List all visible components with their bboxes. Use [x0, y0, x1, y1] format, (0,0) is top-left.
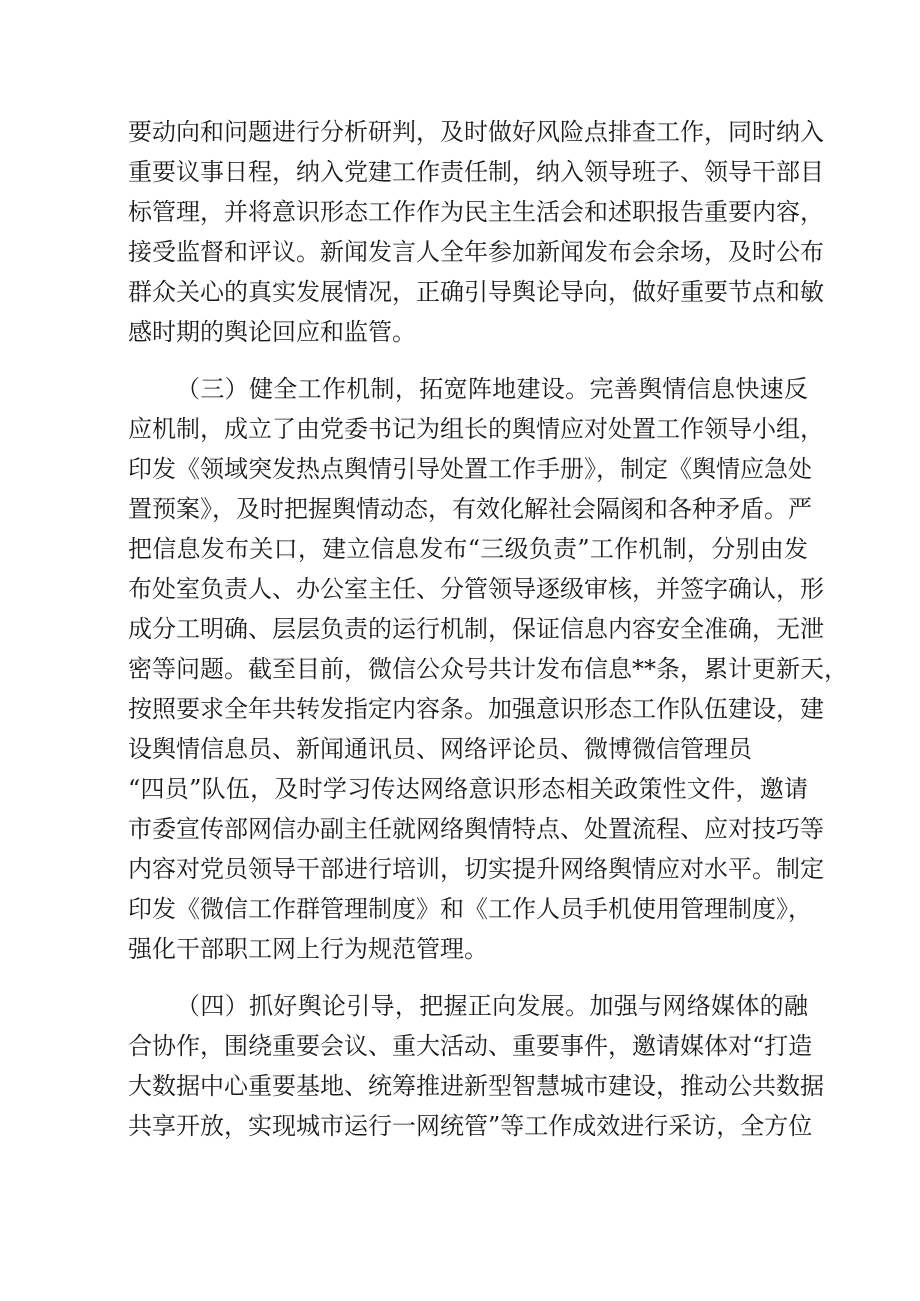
- paragraph-line: 印发《微信工作群管理制度》和《工作人员手机使用管理制度》，: [128, 895, 812, 923]
- paragraph-gap: [128, 352, 808, 369]
- document-body: [128, 112, 848, 1146]
- paragraph-line: 内容对党员领导干部进行培训，切实提升网络舆情应对水平。制定: [128, 855, 824, 883]
- paragraph-2: [128, 369, 848, 969]
- paragraph-line: 合协作，围绕重要会议、重大活动、重要事件，邀请媒体对“打造: [128, 1032, 813, 1060]
- paragraph-line: 要动向和问题进行分析研判，及时做好风险点排查工作，同时纳入: [128, 118, 824, 146]
- paragraph-line: 布处室负责人、办公室主任、分管领导逐级审核，并签字确认，形: [128, 575, 824, 603]
- paragraph-line: 市委宣传部网信办副主任就网络舆情特点、处置流程、应对技巧等: [128, 815, 824, 843]
- paragraph-line: 成分工明确、层层负责的运行机制，保证信息内容安全准确，无泄: [128, 615, 824, 643]
- paragraph-line: 重要议事日程，纳入党建工作责任制，纳入领导班子、领导干部目: [128, 158, 824, 186]
- paragraph-line: 把信息发布关口，建立信息发布“三级负责”工作机制，分别由发: [128, 535, 808, 563]
- section-heading-line: （四）抓好舆论引导，把握正向发展。加强与网络媒体的融: [176, 992, 808, 1020]
- paragraph-line: 共享开放，实现城市运行一网统管”等工作成效进行采访，全方位: [128, 1112, 813, 1140]
- paragraph-line: 大数据中心重要基地、统筹推进新型智慧城市建设，推动公共数据: [128, 1072, 824, 1100]
- paragraph-line: 标管理，并将意识形态工作作为民主生活会和述职报告重要内容，: [128, 198, 824, 226]
- paragraph-line: 强化干部职工网上行为规范管理。: [128, 935, 488, 963]
- paragraph-line: 设舆情信息员、新闻通讯员、网络评论员、微博微信管理员: [128, 735, 752, 763]
- paragraph-line: 群众关心的真实发展情况，正确引导舆论导向，做好重要节点和敏: [128, 278, 824, 306]
- paragraph-line: 置预案》，及时把握舆情动态，有效化解社会隔阂和各种矛盾。严: [128, 495, 812, 523]
- paragraph-line: 按照要求全年共转发指定内容条。加强意识形态工作队伍建设，建: [128, 695, 824, 723]
- paragraph-line: 密等问题。截至目前，微信公众号共计发布信息**条，累计更新天，: [128, 655, 848, 683]
- paragraph-1: [128, 112, 824, 352]
- paragraph-3: [128, 986, 824, 1146]
- paragraph-line: 接受监督和评议。新闻发言人全年参加新闻发布会余场，及时公布: [128, 238, 824, 266]
- paragraph-gap: [128, 969, 808, 986]
- section-heading-line: （三）健全工作机制，拓宽阵地建设。完善舆情信息快速反: [176, 375, 808, 403]
- paragraph-line: 印发《领域突发热点舆情引导处置工作手册》，制定《舆情应急处: [128, 455, 812, 483]
- paragraph-line: 感时期的舆论回应和监管。: [128, 318, 416, 346]
- paragraph-line: 应机制，成立了由党委书记为组长的舆情应对处置工作领导小组，: [128, 415, 824, 443]
- paragraph-line: “四员”队伍，及时学习传达网络意识形态相关政策性文件，邀请: [128, 775, 808, 803]
